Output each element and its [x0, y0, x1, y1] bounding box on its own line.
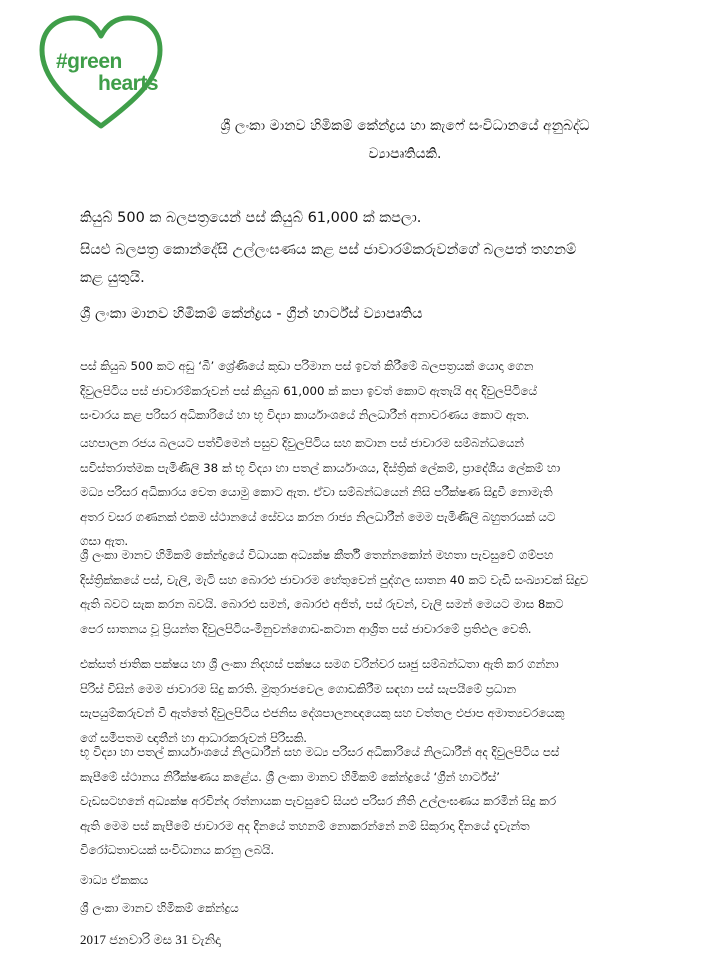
paragraph-line: සවිස්තරාත්මක පැමිණිලි 38 ක් භූ විද්‍යා හා පතල් කාර්යාංශය, දිස්ත්‍රික් ලේකම්, ප්‍රාදේශීය ලේකම් හා	[80, 460, 561, 475]
paragraph-line: විරෝධතාවයක් සංවිධානය කරනු ලබයි.	[80, 843, 275, 857]
headline-2-line: කළ යුතුයි.	[80, 270, 145, 286]
logo-text-hearts: hearts	[98, 72, 159, 95]
paragraph-line: ශ්‍රී ලංකා මානව හිමිකම් කේන්ද්‍රයේ විධායක අධ්‍යක්ෂ කීර්ති තෙන්නකෝන් මහතා පැවසුවේ ගම්පහ	[80, 548, 554, 562]
paragraph-line: වැඩසටහනේ අධ්‍යක්ෂ අරවින්ද රත්නායක පැවසුවේ සියළු පරිසර නීති උල්ලංඝණය කරමින් සිදු කර	[80, 794, 556, 808]
paragraph-1	[80, 354, 672, 428]
subtitle-line: ව්‍යාපෘතියකි.	[368, 146, 442, 162]
paragraph-line: මධ්‍ය පරිසර අධිකාරය වෙත යොමු කොට ඇත. ඒවා සම්බන්ධයෙන් නිසි පරීක්ෂණ සිදුවී නොමැති	[80, 485, 553, 499]
logo-text-green: #green	[56, 50, 122, 73]
paragraph-line: සංචාරය කළ පරිසර අධිකාරියේ හා භූ විද්‍යා කාර්යාංශයේ නිලධාරීන් අනාවරණය කොට ඇත.	[80, 408, 530, 422]
green-hearts-logo	[36, 12, 166, 134]
paragraph-line: භූ විද්‍යා හා පතල් කාර්යාංශයේ නිලධාරීන් සහ මධ්‍ය පරිසර අධිකාරියේ නිලධාරීන් අද දිවුලපිටිය පස්	[80, 745, 560, 759]
signoff-org: ශ්‍රී ලංකා මානව හිමිකම් කේන්ද්‍රය	[80, 901, 239, 915]
paragraph-5	[80, 740, 672, 863]
paragraph-line: ඇති බවට සැක කරන බවයි. බොරළු සමන්, බොරළු අජිත්, පස් රුවන්, වැලි සමන් මෙයට මාස 8කට	[80, 597, 564, 611]
paragraph-line: යහපාලන රජය බලයට පත්වීමෙන් පසුව දිවුලපිටිය සහ කටාන පස් ජාවාරම සම්බන්ධයෙන්	[80, 436, 524, 450]
paragraph-line: කැපීමේ ස්ථානය නිරීක්ෂණය කළේය. ශ්‍රී ලංකා මානව හිමිකම් කේන්ද්‍රයේ ‘ග්‍රීන් හාර්ට්ස්’	[80, 769, 500, 784]
paragraph-line: දිස්ත්‍රික්කයේ පස්, වැලි, මැටි සහ බොරළු ජාවාරම හේතුවෙන් පුද්ගල ඝාතන 40 කට වැඩි සංඛ්‍යාවක් සිදුව	[80, 572, 589, 587]
paragraph-line: ගසා ඇත.	[80, 534, 129, 548]
headline-2-line: සියළු බලපත්‍ර කොන්දේසි උල්ලංඝණය කළ පස් ජාවාරම්කරුවන්ගේ බලපත් තහනම්	[80, 242, 577, 258]
headline-3: ශ්‍රී ලංකා මානව හිමිකම් කේන්ද්‍රය - ග්‍රීන් හාර්ට්ස් ව්‍යාපෘතිය	[80, 306, 423, 322]
paragraph-line: ඇති මෙම පස් කැපීමේ ජාවාරම අද දිනයේ තහනම් නොකරන්නේ නම් සිකුරාදා දිනයේ දැවැන්ත	[80, 818, 530, 833]
paragraph-4	[80, 652, 672, 750]
headline-2	[80, 236, 670, 292]
paragraph-line: දිවුලපිටිය පස් ජාවාරම්කරුවන් පස් කියුබ 61,000 ක් කපා ඉවත් කොට ඇතැයි අද දිවුලපිටියේ	[80, 383, 537, 398]
headline-1: කියුබ් 500 ක බලපත්‍රයෙන් පස් කියුබ් 61,000 ක් කපලා.	[80, 210, 422, 226]
paragraph-line: පෙර ඝාතනය වූ ප්‍රියන්ත දිවුලපිටිය-මිනුවන්ගොඩ-කටාන ආශ්‍රිත පස් ජාවාරමේ ප්‍රතිඵල වෙති.	[80, 621, 532, 636]
signoff-date: 2017 ජනවාරි මස 31 වැනිදා	[80, 932, 221, 947]
paragraph-3	[80, 543, 672, 641]
subtitle	[165, 112, 645, 168]
subtitle-line: ශ්‍රී ලංකා මානව හිමිකම් කේන්ද්‍රය හා කැෆේ සංවිධානයේ අනුබද්ධ	[220, 118, 590, 134]
paragraph-line: පිරිස් විසින් මෙම ජාවාරම සිදු කරති. මුතුරාජවෙල ගොඩකිරීම සඳහා පස් සැපයීමේ ප්‍රධාන	[80, 681, 516, 696]
paragraph-line: එක්සත් ජාතික පක්ෂය හා ශ්‍රී ලංකා නිදහස් පක්ෂය සමග වරින්වර සෘජු සම්බන්ධතා ඇති කර ගන්නා	[80, 657, 559, 671]
paragraph-line: පස් කියුබ 500 කට අඩු ‘බී’ ශ්‍රේණියේ කුඩා පරිමාන පස් ඉවත් කිරීමේ බලපත්‍රයක් යොදා ගෙන	[80, 359, 534, 373]
paragraph-2	[80, 431, 672, 554]
paragraph-line: ගේ සමීපතම ඥාතීන් හා ආධාරකරුවන් පිරිසකි.	[80, 730, 308, 745]
paragraph-line: සැපයුම්කරුවන් වී ඇත්තේ දිවුලපිටිය එජනිස දේශපාලනඥයෙකු සහ වත්තල එජාප අමාත්‍යවරයෙකු	[80, 706, 565, 720]
paragraph-line: අතර වසර ගණනක් එකම ස්ථානයේ සේවය කරන රාජ්‍ය නිලධාරීන් මෙම පැමිණිලි බහුතරයක් යට	[80, 509, 556, 524]
signoff-unit: මාධ්‍ය ඒකකය	[80, 873, 149, 887]
